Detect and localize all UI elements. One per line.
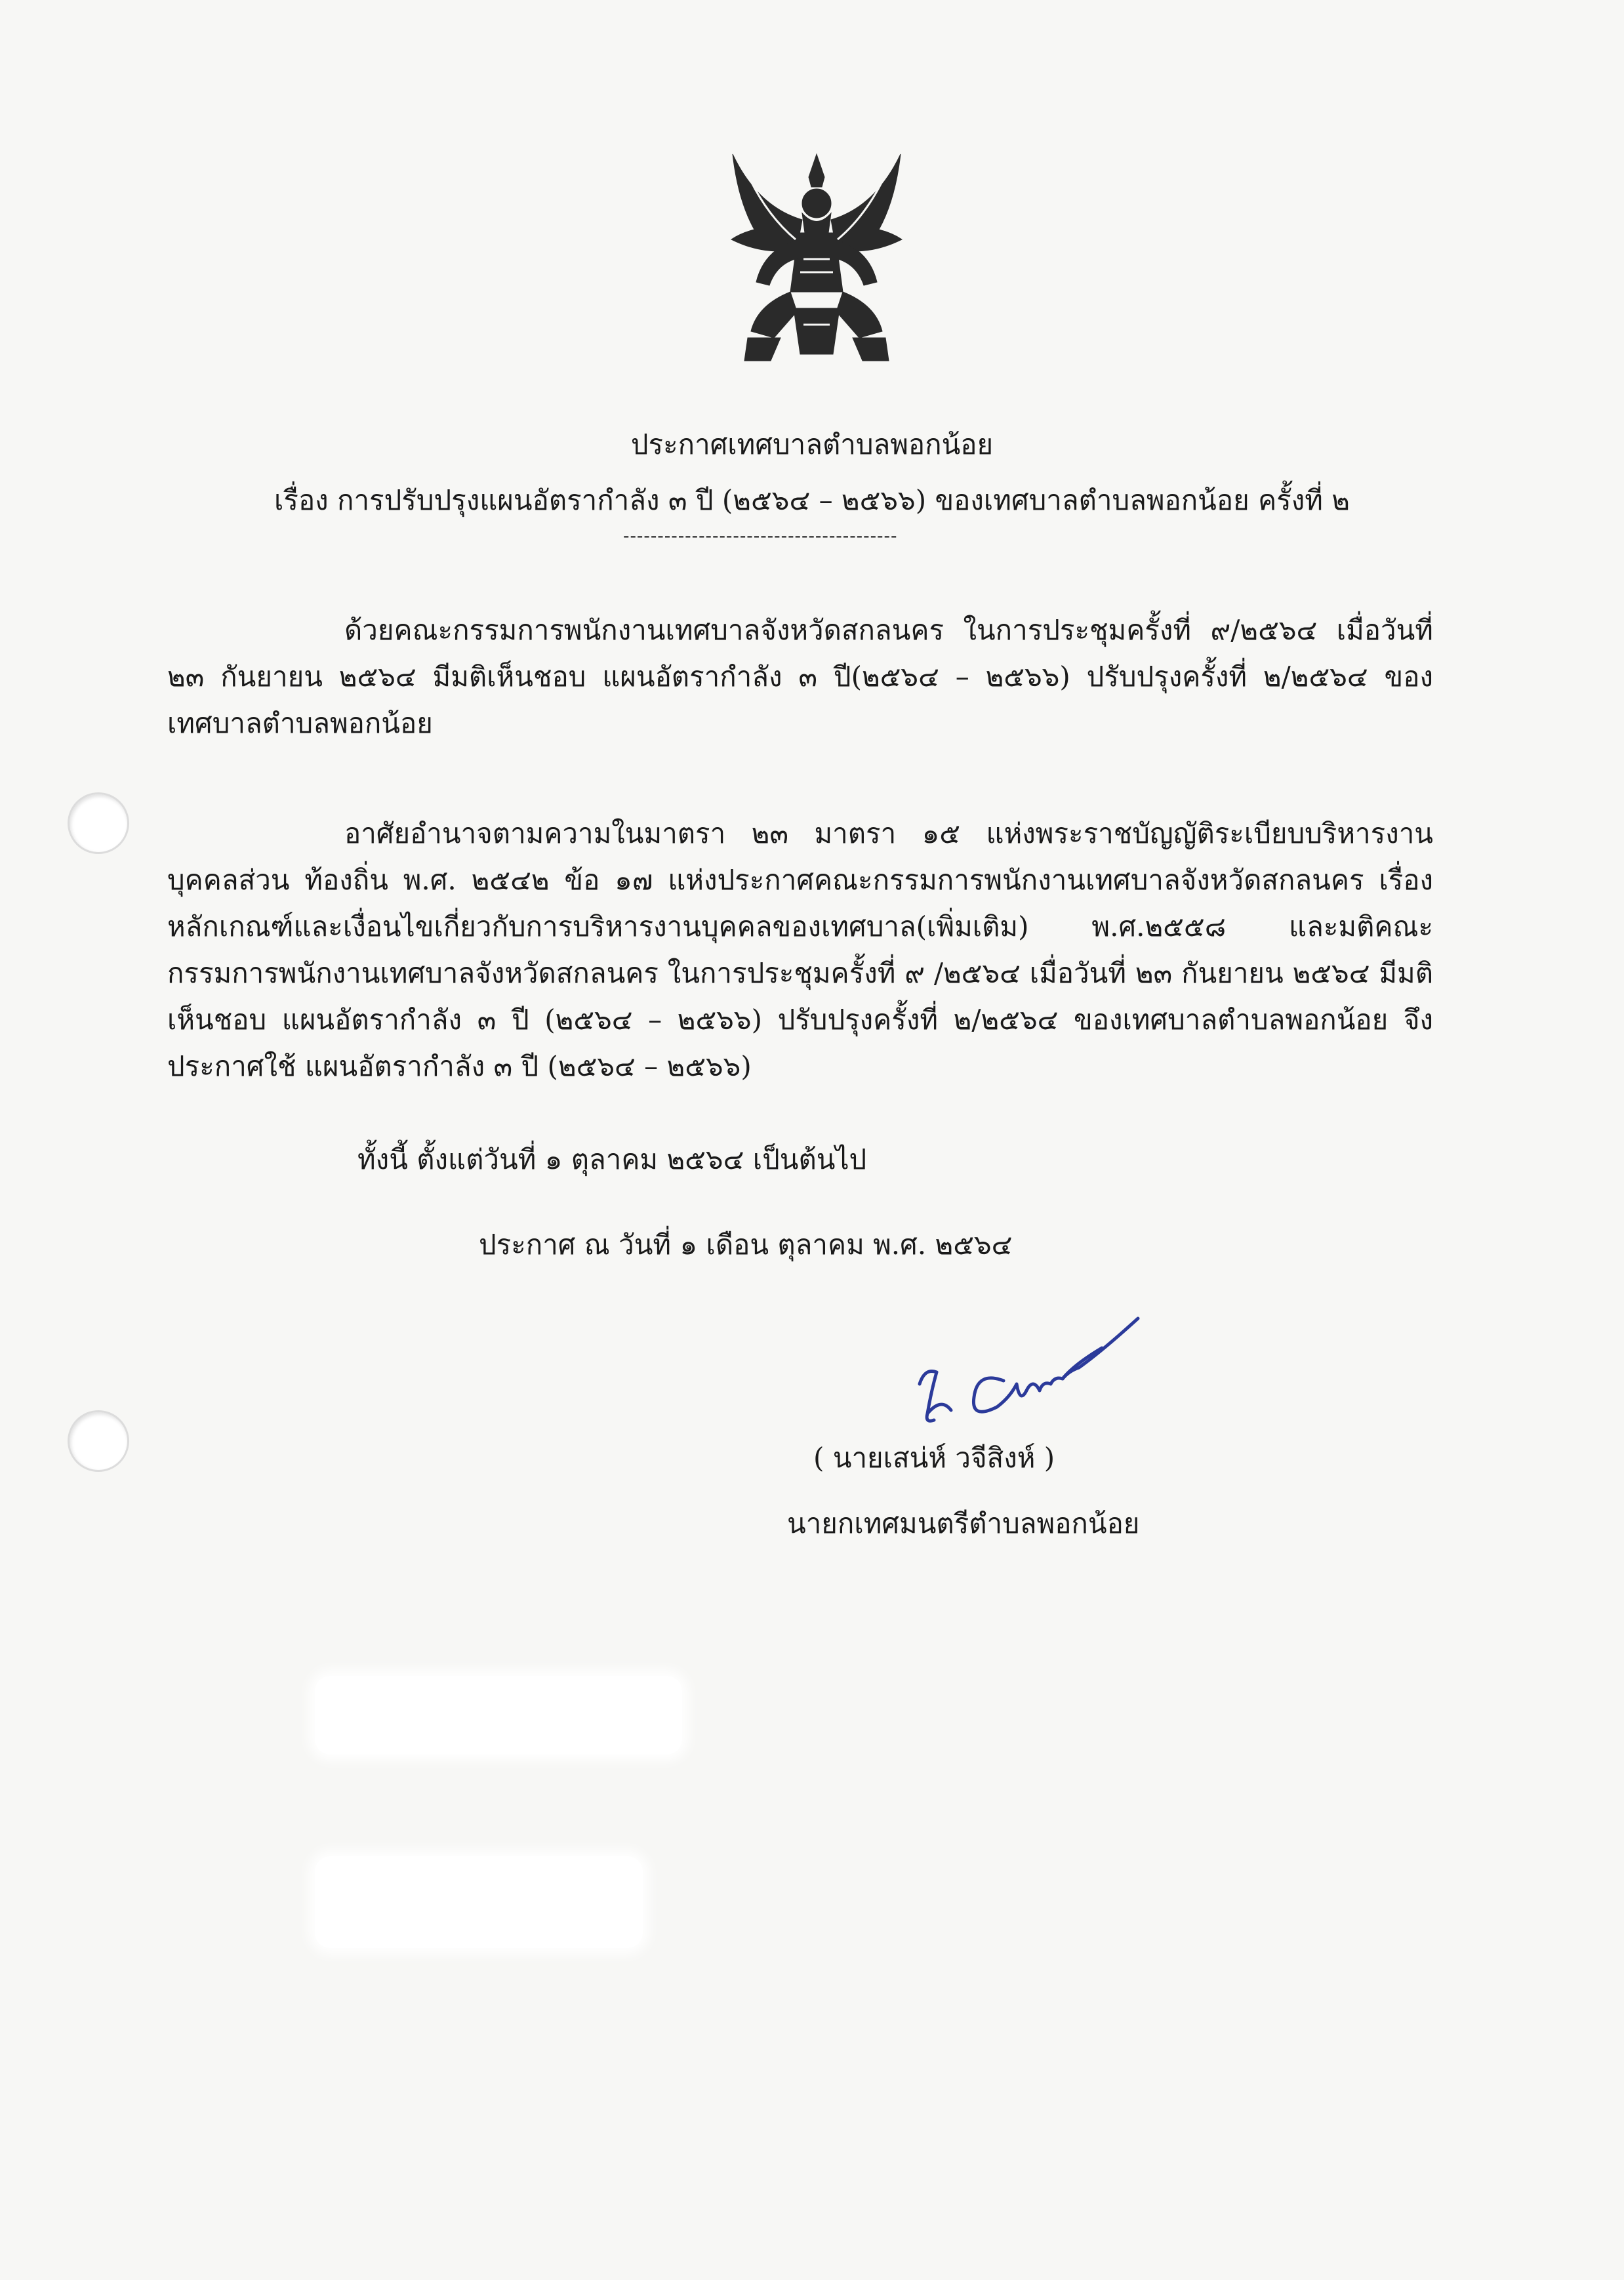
announcement-date-line: ประกาศ ณ วันที่ ๑ เดือน ตุลาคม พ.ศ. ๒๕๖๔ [479, 1229, 1013, 1261]
handwritten-signature [905, 1299, 1154, 1436]
effective-date-line: ทั้งนี้ ตั้งแต่วันที่ ๑ ตุลาคม ๒๕๖๔ เป็นต้นไป [357, 1143, 867, 1175]
subject-heading: เรื่อง การปรับปรุงแผนอัตรากำลัง ๓ ปี (๒๕๖๔ – ๒๕๖๖) ของเทศบาลตำบลพอกน้อย ครั้งที่ ๒ [274, 484, 1350, 516]
garuda-emblem-icon [718, 141, 915, 367]
paragraph-legal-authority: อาศัยอำนาจตามความในมาตรา ๒๓ มาตรา ๑๕ แห่งพระราชบัญญัติระเบียบบริหารงานบุคคลส่วน ท้องถิ่น พ.ศ. ๒๕๔๒ ข้อ ๑๗ แห่งประกาศคณะกรรมการพนักงานเทศบาลจังหวัดสกลนคร เรื่อง หลักเกณฑ์และเงื่อนไขเกี่ยวกับการบริหารงานบุคคลของเทศบาล(เพิ่มเติม) พ.ศ.๒๕๕๘ และมติคณะกรรมการพนักงานเทศบาลจังหวัดสกลนคร ในการประชุมครั้งที่ ๙ /๒๕๖๔ เมื่อวันที่ ๒๓ กันยายน ๒๕๖๔ มีมติเห็นชอบ แผนอัตรากำลัง ๓ ปี (๒๕๖๔ – ๒๕๖๖) ปรับปรุงครั้งที่ ๒/๒๕๖๔ ของเทศบาลตำบลพอกน้อย จึงประกาศใช้ แผนอัตรากำลัง ๓ ปี (๒๕๖๔ – ๒๕๖๖) [167, 817, 1433, 1082]
paragraph-committee-resolution: ด้วยคณะกรรมการพนักงานเทศบาลจังหวัดสกลนคร ในการประชุมครั้งที่ ๙/๒๕๖๔ เมื่อวันที่ ๒๓ กันยายน ๒๕๖๔ มีมติเห็นชอบ แผนอัตรากำลัง ๓ ปี(๒๕๖๔ – ๒๕๖๖) ปรับปรุงครั้งที่ ๒/๒๕๖๔ ของเทศบาลตำบลพอกน้อย [167, 614, 1433, 739]
issuer-heading: ประกาศเทศบาลตำบลพอกน้อย [630, 428, 994, 460]
punch-hole-bottom [68, 1410, 129, 1472]
correction-fluid-mark-1 [315, 1676, 682, 1755]
punch-hole-top [68, 792, 129, 854]
signatory-position: นายกเทศมนตรีตำบลพอกน้อย [787, 1507, 1140, 1539]
correction-fluid-mark-2 [315, 1856, 643, 1948]
signatory-name: ( นายเสน่ห์ วจีสิงห์ ) [813, 1442, 1055, 1474]
heading-divider: ---------------------------------------- [623, 525, 898, 546]
